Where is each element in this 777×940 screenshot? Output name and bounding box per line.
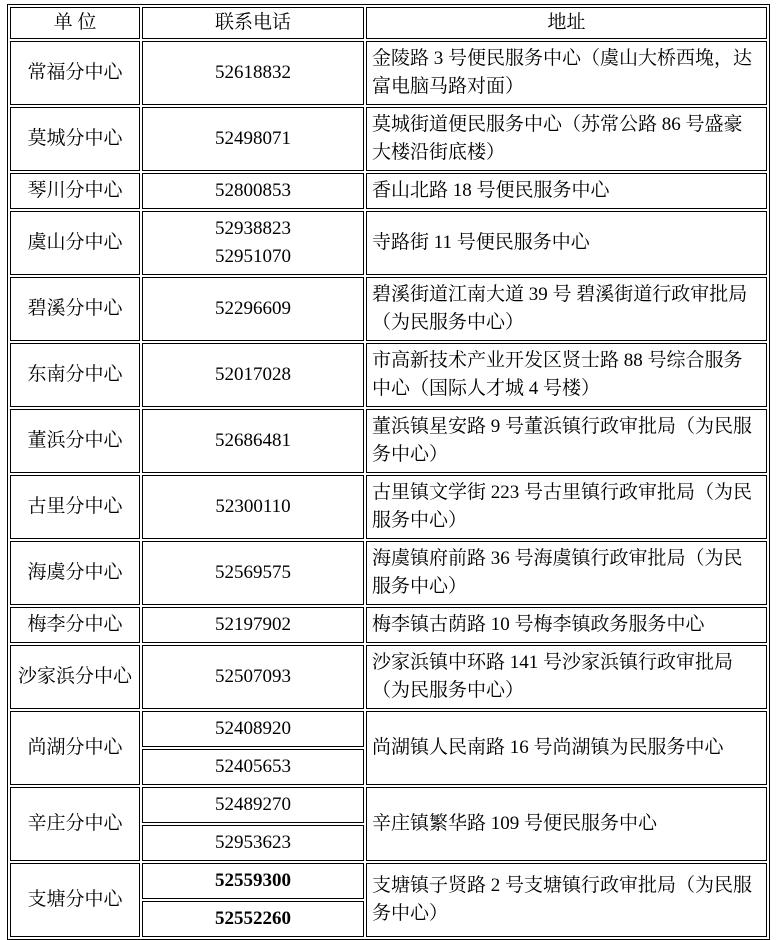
table-row xyxy=(10,711,767,747)
table-body xyxy=(10,41,767,937)
table-row xyxy=(10,343,767,407)
unit-cell: 支塘分中心 xyxy=(10,863,140,937)
address-cell: 市高新技术产业开发区贤士路 88 号综合服务中心（国际人才城 4 号楼） xyxy=(366,343,767,407)
unit-cell: 琴川分中心 xyxy=(10,173,140,209)
column-header-unit: 单 位 xyxy=(10,7,140,39)
address-cell: 辛庄镇繁华路 109 号便民服务中心 xyxy=(366,787,767,861)
address-cell: 梅李镇古荫路 10 号梅李镇政务服务中心 xyxy=(366,607,767,643)
table-header xyxy=(10,7,767,39)
phone-cell xyxy=(142,211,364,275)
unit-cell: 尚湖分中心 xyxy=(10,711,140,785)
address-cell: 寺路街 11 号便民服务中心 xyxy=(366,211,767,275)
address-cell: 香山北路 18 号便民服务中心 xyxy=(366,173,767,209)
phone-cell xyxy=(142,277,364,341)
unit-cell: 沙家浜分中心 xyxy=(10,645,140,709)
unit-cell: 梅李分中心 xyxy=(10,607,140,643)
unit-cell: 莫城分中心 xyxy=(10,107,140,171)
phone-cell xyxy=(142,541,364,605)
address-cell: 海虞镇府前路 36 号海虞镇行政审批局（为民服务中心） xyxy=(366,541,767,605)
phone-number: 52800853 xyxy=(215,180,291,201)
unit-cell: 碧溪分中心 xyxy=(10,277,140,341)
address-cell: 金陵路 3 号便民服务中心（虞山大桥西堍，达富电脑马路对面） xyxy=(366,41,767,105)
address-cell: 莫城街道便民服务中心（苏常公路 86 号盛豪大楼沿街底楼） xyxy=(366,107,767,171)
table-row xyxy=(10,107,767,171)
unit-cell: 董浜分中心 xyxy=(10,409,140,473)
phone-cell: 52489270 xyxy=(142,787,364,823)
table-row xyxy=(10,409,767,473)
table-row xyxy=(10,607,767,643)
table-row xyxy=(10,173,767,209)
unit-cell: 虞山分中心 xyxy=(10,211,140,275)
phone-number: 52618832 xyxy=(215,62,291,83)
unit-cell: 海虞分中心 xyxy=(10,541,140,605)
address-cell: 古里镇文学街 223 号古里镇行政审批局（为民服务中心） xyxy=(366,475,767,539)
contact-table xyxy=(7,4,770,940)
phone-cell xyxy=(142,107,364,171)
table-row xyxy=(10,277,767,341)
column-header-phone: 联系电话 xyxy=(142,7,364,39)
phone-cell xyxy=(142,645,364,709)
address-cell: 沙家浜镇中环路 141 号沙家浜镇行政审批局 （为民服务中心） xyxy=(366,645,767,709)
phone-number: 52938823 xyxy=(215,218,291,239)
phone-number: 52951070 xyxy=(215,246,291,267)
phone-cell xyxy=(142,607,364,643)
phone-number: 52017028 xyxy=(215,364,291,385)
unit-cell: 古里分中心 xyxy=(10,475,140,539)
phone-cell xyxy=(142,409,364,473)
table-row xyxy=(10,645,767,709)
header-row xyxy=(10,7,767,39)
phone-cell: 52552260 xyxy=(142,901,364,937)
phone-cell xyxy=(142,41,364,105)
column-header-address: 地址 xyxy=(366,7,767,39)
phone-cell xyxy=(142,173,364,209)
phone-number: 52498071 xyxy=(215,128,291,149)
address-cell: 碧溪街道江南大道 39 号 碧溪街道行政审批局（为民服务中心） xyxy=(366,277,767,341)
phone-number: 52296609 xyxy=(215,298,291,319)
table-row xyxy=(10,787,767,823)
phone-cell xyxy=(142,343,364,407)
address-cell: 支塘镇子贤路 2 号支塘镇行政审批局（为民服务中心） xyxy=(366,863,767,937)
unit-cell: 东南分中心 xyxy=(10,343,140,407)
phone-number: 52569575 xyxy=(215,562,291,583)
phone-number: 52507093 xyxy=(215,666,291,687)
phone-number: 52300110 xyxy=(215,496,291,517)
phone-cell: 52405653 xyxy=(142,749,364,785)
unit-cell: 辛庄分中心 xyxy=(10,787,140,861)
table-row xyxy=(10,211,767,275)
phone-cell: 52559300 xyxy=(142,863,364,899)
address-cell: 尚湖镇人民南路 16 号尚湖镇为民服务中心 xyxy=(366,711,767,785)
table-row xyxy=(10,475,767,539)
unit-cell: 常福分中心 xyxy=(10,41,140,105)
table-row xyxy=(10,41,767,105)
phone-cell: 52408920 xyxy=(142,711,364,747)
table-row xyxy=(10,863,767,899)
table-row xyxy=(10,541,767,605)
phone-number: 52686481 xyxy=(215,430,291,451)
phone-number: 52197902 xyxy=(215,614,291,635)
phone-cell xyxy=(142,475,364,539)
phone-cell: 52953623 xyxy=(142,825,364,861)
address-cell: 董浜镇星安路 9 号董浜镇行政审批局（为民服务中心） xyxy=(366,409,767,473)
